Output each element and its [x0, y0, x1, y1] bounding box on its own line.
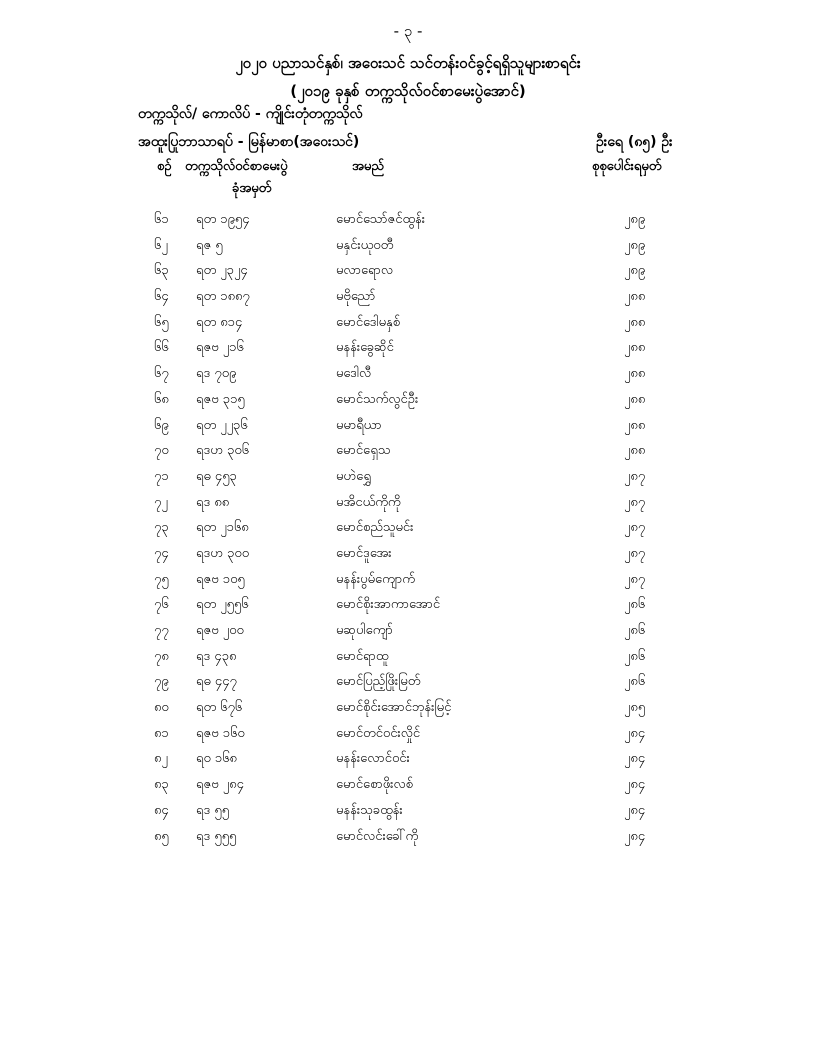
- row-roll-number: ရတ ၂၅၅၆: [196, 597, 249, 613]
- table-row: [0, 312, 816, 338]
- row-student-name: မနန်းပွမ်ကျောက်: [336, 571, 415, 587]
- table-row: [0, 235, 816, 261]
- row-roll-number: ရဓ ၄၅၃: [196, 468, 237, 484]
- row-total-marks: ၂၈၈: [624, 443, 646, 459]
- row-total-marks: ၂၈၉: [624, 212, 646, 227]
- table-row: [0, 466, 816, 492]
- row-total-marks: ၂၈၇: [624, 468, 646, 484]
- row-student-name: မဗိုညော်: [336, 289, 376, 305]
- row-total-marks: ၂၈၈: [624, 314, 646, 330]
- row-serial-no: ၆၇: [154, 366, 169, 382]
- row-serial-no: ၇၃: [154, 520, 169, 536]
- row-serial-no: ၈၅: [154, 828, 169, 844]
- row-student-name: မဟဲရွှေ: [336, 468, 371, 484]
- row-student-name: မနန်းခွေဆိုင်: [336, 340, 394, 356]
- row-roll-number: ရဇဗ ၃၁၅: [196, 391, 245, 407]
- header-name: အမည်: [352, 159, 384, 174]
- table-row: [0, 209, 816, 235]
- row-student-name: မောင်စိုးအာကာအောင်: [336, 597, 441, 613]
- row-student-name: မမာရီယာ: [336, 417, 382, 433]
- table-row: [0, 517, 816, 543]
- university-line: တက္ကသိုလ်/ ကောလိပ် - ကျိုင်းတုံတက္ကသိုလ်: [138, 106, 363, 122]
- row-student-name: မောင်ရှေသ: [336, 443, 391, 459]
- row-student-name: မောင်စောဖိုးလစ်: [336, 777, 413, 793]
- row-roll-number: ရဓ ၄၄၇: [196, 674, 237, 690]
- row-serial-no: ၈၁: [154, 725, 169, 741]
- table-row: [0, 389, 816, 415]
- row-serial-no: ၈၂: [154, 751, 168, 767]
- row-total-marks: ၂၈၈: [624, 417, 646, 433]
- row-serial-no: ၆၄: [154, 289, 169, 305]
- row-serial-no: ၇၆: [154, 597, 169, 613]
- row-student-name: မနန်းလောင်ဝင်း: [336, 751, 410, 767]
- header-roll-number-line2: ခုံအမှတ်: [232, 181, 272, 196]
- row-total-marks: ၂၈၇: [624, 520, 646, 536]
- row-total-marks: ၂၈၄: [624, 828, 646, 844]
- row-roll-number: ရတ ၆၇၆: [196, 700, 243, 716]
- row-roll-number: ရဇဗ ၁၆၀: [196, 725, 245, 741]
- row-serial-no: ၇၂: [154, 494, 168, 510]
- header-total-marks: စုစုပေါင်းရမှတ်: [592, 159, 662, 174]
- table-row: [0, 826, 816, 852]
- row-serial-no: ၇၁: [154, 468, 169, 484]
- row-total-marks: ၂၈၉: [624, 263, 646, 279]
- row-student-name: မနှင်းယုဝတီ: [336, 237, 394, 253]
- student-count: ဦးရေ (၈၅) ဦး: [596, 134, 673, 150]
- header-serial-no: စဉ်: [157, 159, 172, 174]
- row-student-name: မအိငယ်ကိုကို: [336, 494, 401, 510]
- row-roll-number: ရဇ ၅: [196, 237, 223, 253]
- row-roll-number: ရဇဗ ၂၀၀: [196, 623, 244, 638]
- table-row: [0, 594, 816, 620]
- table-row: [0, 440, 816, 466]
- row-roll-number: ရဝ ၁၆၈: [196, 751, 237, 767]
- table-row: [0, 723, 816, 749]
- table-row: [0, 697, 816, 723]
- row-total-marks: ၂၈၅: [624, 700, 646, 716]
- row-total-marks: ၂၈၇: [624, 571, 646, 587]
- row-student-name: မောင်ပြည့်ဖြိုးမြတ်: [336, 674, 421, 690]
- row-roll-number: ရတ ၁၈၈၇: [196, 289, 250, 305]
- row-roll-number: ရဒဟ ၃၀၀: [196, 545, 250, 561]
- row-student-name: မောင်ဒူအေး: [336, 545, 392, 561]
- table-row: [0, 569, 816, 595]
- row-roll-number: ရဇဗ ၁၀၅: [196, 571, 245, 587]
- table-row: [0, 800, 816, 826]
- row-roll-number: ရဒ ၄၃၈: [196, 648, 237, 664]
- row-serial-no: ၈၄: [154, 802, 169, 818]
- row-student-name: မောင်သက်လွင်ဦး: [336, 391, 419, 407]
- row-roll-number: ရဒ ၅၅: [196, 802, 230, 818]
- row-serial-no: ၇၅: [154, 571, 169, 587]
- row-serial-no: ၇၄: [154, 545, 169, 561]
- table-row: [0, 415, 816, 441]
- row-student-name: မဒေါလီ: [336, 366, 372, 382]
- row-total-marks: ၂၈၈: [624, 366, 646, 382]
- document-subtitle: (၂၀၁၉ ခုနှစ် တက္ကသိုလ်ဝင်စာမေးပွဲအောင်): [290, 82, 526, 100]
- row-total-marks: ၂၈၈: [624, 340, 646, 356]
- table-row: [0, 646, 816, 672]
- row-total-marks: ၂၈၇: [624, 494, 646, 510]
- row-roll-number: ရဒ ၅၅၅: [196, 828, 237, 844]
- table-row: [0, 748, 816, 774]
- row-roll-number: ရဇဗ ၂၈၄: [196, 777, 244, 793]
- row-student-name: မောင်တင်ဝင်းလှိုင်: [336, 725, 421, 741]
- row-total-marks: ၂၈၆: [624, 597, 646, 613]
- row-roll-number: ရတ ၂၁၆၈: [196, 520, 249, 536]
- table-row: [0, 337, 816, 363]
- row-roll-number: ရတ ၈၁၄: [196, 314, 243, 330]
- row-serial-no: ၆၂: [154, 237, 168, 253]
- row-student-name: မောင်စိုင်းအောင်ဘုန်းမြင့်: [336, 700, 452, 716]
- row-total-marks: ၂၈၆: [624, 648, 646, 664]
- row-serial-no: ၆၁: [154, 212, 169, 227]
- row-total-marks: ၂၈၆: [624, 674, 646, 690]
- row-student-name: မောင်သော်ဇင်ထွန်း: [336, 212, 426, 227]
- row-roll-number: ရဒ ၈၈: [196, 494, 230, 510]
- table-row: [0, 286, 816, 312]
- row-student-name: မလာရောလ: [336, 263, 394, 279]
- row-total-marks: ၂၈၆: [624, 623, 646, 638]
- row-roll-number: ရဒဟ ၃၀၆: [196, 443, 250, 459]
- row-serial-no: ၆၉: [154, 417, 169, 433]
- page-number: - ၃ -: [393, 22, 423, 40]
- table-row: [0, 671, 816, 697]
- row-student-name: မဆုပါကျော်: [336, 623, 393, 638]
- table-row: [0, 543, 816, 569]
- row-total-marks: ၂၈၉: [624, 237, 646, 253]
- row-student-name: မောင်ရာထူ: [336, 648, 389, 664]
- row-serial-no: ၆၅: [154, 314, 169, 330]
- row-total-marks: ၂၈၄: [624, 802, 646, 818]
- table-row: [0, 363, 816, 389]
- row-total-marks: ၂၈၈: [624, 289, 646, 305]
- row-roll-number: ရဒ ၇၀၉: [196, 366, 237, 382]
- row-total-marks: ၂၈၈: [624, 391, 646, 407]
- row-total-marks: ၂၈၄: [624, 751, 646, 767]
- row-serial-no: ၇၇: [154, 623, 169, 638]
- row-roll-number: ရတ ၁၉၅၄: [196, 212, 250, 227]
- row-serial-no: ၆၃: [154, 263, 169, 279]
- row-student-name: မနန်းသုခထွန်း: [336, 802, 403, 818]
- row-serial-no: ၈၃: [154, 777, 169, 793]
- row-roll-number: ရတ ၂၃၂၄: [196, 263, 248, 279]
- table-row: [0, 774, 816, 800]
- row-serial-no: ၇၀: [154, 443, 169, 459]
- row-roll-number: ရတ ၂၂၃၆: [196, 417, 248, 433]
- row-serial-no: ၈၀: [154, 700, 169, 716]
- row-student-name: မောင်ဒေါမနှစ်: [336, 314, 401, 330]
- row-total-marks: ၂၈၄: [624, 725, 646, 741]
- header-roll-number: တက္ကသိုလ်ဝင်စာမေးပွဲ: [185, 159, 288, 174]
- table-row: [0, 260, 816, 286]
- row-total-marks: ၂၈၇: [624, 545, 646, 561]
- row-serial-no: ၇၉: [154, 674, 169, 690]
- row-student-name: မောင်စည်သူမင်း: [336, 520, 414, 536]
- results-table: [0, 209, 816, 851]
- table-row: [0, 620, 816, 646]
- row-roll-number: ရဇဗ ၂၁၆: [196, 340, 244, 356]
- document-title: ၂၀၂၀ ပညာသင်နှစ်၊ အဝေးသင် သင်တန်းဝင်ခွင့်ရရှိသူများစာရင်း: [235, 54, 581, 72]
- row-serial-no: ၆၈: [154, 391, 169, 407]
- major-subject-line: အထူးပြုဘာသာရပ် - မြန်မာစာ(အဝေးသင်): [138, 134, 360, 150]
- row-total-marks: ၂၈၄: [624, 777, 646, 793]
- table-row: [0, 492, 816, 518]
- row-student-name: မောင်လင်းခေါ်ကို: [336, 828, 419, 844]
- row-serial-no: ၇၈: [154, 648, 169, 664]
- row-serial-no: ၆၆: [154, 340, 169, 356]
